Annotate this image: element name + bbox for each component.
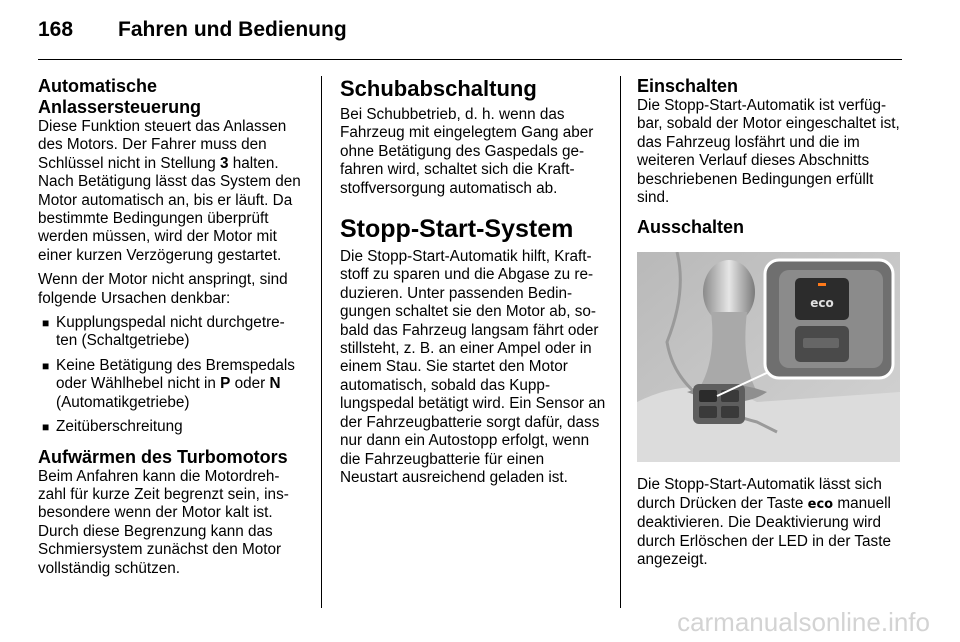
cause-list	[38, 314, 304, 436]
heading-turbomotor: Aufwärmen des Turbomotors	[38, 446, 288, 467]
paragraph-ursachen: Wenn der Motor nicht anspringt, sind folgende Ursachen denkbar:	[38, 271, 288, 307]
paragraph-einschalten: Die Stopp-Start-Automatik ist verfüg- bar, sobald der Motor eingeschaltet ist, das Fahrzeug losfährt und die im weiteren Verlauf dieses Abschnitts beschriebenen Bedingungen erfüllt sind.	[637, 97, 900, 207]
column-1	[38, 76, 304, 584]
column-2	[340, 76, 606, 493]
header-rule	[38, 59, 902, 60]
heading-einschalten: Einschalten	[637, 76, 739, 96]
page-number: 168	[38, 18, 74, 41]
heading-schubabschaltung: Schubabschaltung	[340, 76, 537, 101]
list-item: ■ Zeitüberschreitung	[42, 418, 183, 436]
paragraph-anlassersteuerung: Diese Funktion steuert das Anlassen des Motors. Der Fahrer muss den Schlüssel nicht in Stellung 3 halten. Nach Betätigung lässt das System den Motor automatisch an, bis er läuft. Da bestimmte Bedingungen überprüft werden müssen, wird der Motor mit einer kurzen Verzögerung gestartet.	[38, 118, 301, 264]
console-drawing-icon	[637, 252, 900, 462]
paragraph-stopp-start: Die Stopp-Start-Automatik hilft, Kraft- stoff zu sparen und die Abgase zu re- duzieren. Unter passenden Bedin- gungen schaltet sie den Motor ab, so- bald das Fahrzeug langsam fährt oder stillsteht, z. B. an einer Ampel oder in einem Stau. Sie startet den Motor automatisch, sobald das Kupp- lungspedal betätigt wird. Ein Sensor an der Fahrzeugbatterie sorgt dafür, dass nur dann ein Autostopp erfolgt, wenn die Fahrzeugbatterie für einen Neustart ausreichend geladen ist.	[340, 248, 606, 486]
chapter-title: Fahren und Bedienung	[118, 18, 347, 41]
eco-figure-label: eco	[810, 296, 834, 311]
list-item: ■ Keine Betätigung des Bremspedals oder Wählhebel nicht in P oder N (Automatikgetriebe)	[42, 356, 295, 411]
eco-key-label: eco	[807, 496, 834, 512]
page-header	[38, 18, 902, 50]
eco-button-illustration	[637, 252, 900, 462]
paragraph-schubabschaltung: Bei Schubbetrieb, d. h. wenn das Fahrzeug mit eingelegtem Gang aber ohne Betätigung des Gaspedals ge- fahren wird, schaltet sich die Kraft- stoffversorgung automatisch ab.	[340, 106, 594, 197]
column-divider-2	[620, 76, 621, 608]
paragraph-turbomotor: Beim Anfahren kann die Motordreh- zahl für kurze Zeit begrenzt sein, ins- besondere wenn der Motor kalt ist. Durch diese Begrenzung kann das Schmiersystem zunächst den Motor vollständig schützen.	[38, 467, 289, 577]
watermark: carmanualsonline.info	[677, 607, 930, 637]
column-3	[637, 76, 903, 575]
heading-ausschalten: Ausschalten	[637, 217, 745, 238]
column-divider-1	[321, 76, 322, 608]
heading-automatische-anlassersteuerung: Automatische Anlassersteuerung	[38, 76, 202, 117]
heading-stopp-start-system: Stopp-Start-System	[340, 215, 574, 244]
paragraph-ausschalten: Die Stopp-Start-Automatik lässt sich durch Drücken der Taste eco manuell deaktivieren. Die Deaktivierung wird durch Erlöschen der LED in der Taste angezeigt.	[637, 476, 891, 569]
list-item: ■ Kupplungspedal nicht durchgetre- ten (Schaltgetriebe)	[42, 314, 285, 350]
